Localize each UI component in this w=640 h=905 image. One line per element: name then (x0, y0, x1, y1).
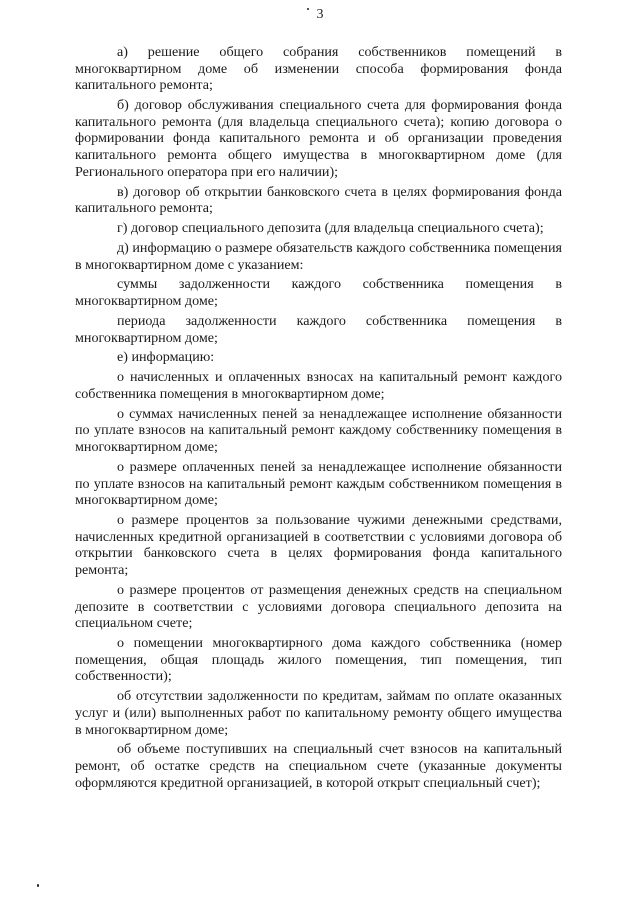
paragraph-e-contributions: о начисленных и оплаченных взносах на капитальный ремонт каждого собственника помещения в многоквартирном доме; (75, 369, 562, 402)
paragraph-g: г) договор специального депозита (для владельца специального счета); (117, 220, 544, 237)
document-body (75, 44, 562, 791)
paragraph-e: е) информацию: (117, 349, 215, 366)
paragraph-e-penalties-paid: о размере оплаченных пеней за ненадлежащее исполнение обязанности по уплате взносов на капитальный ремонт каждым собственником помещения в многоквартирном доме; (75, 458, 562, 509)
paragraph-e-interest-deposit: о размере процентов от размещения денежных средств на специальном депозите в соответствии с условиями договора специального депозита на специальном счете; (75, 581, 562, 632)
paragraph-b: б) договор обслуживания специального счета для формирования фонда капитального ремонта (для владельца специального счета); копию договора о формировании фонда капитального ремонта и об организации проведения капитального ремонта общего имущества в многоквартирном доме (для Регионального оператора при его наличии); (75, 97, 562, 180)
paragraph-d-debt-period: периода задолженности каждого собственника помещения в многоквартирном доме; (75, 312, 562, 346)
paragraph-e-premises: о помещении многоквартирного дома каждого собственника (номер помещения, общая площадь жилого помещения, тип помещения, тип собственности); (75, 635, 562, 685)
paragraph-v: в) договор об открытии банковского счета в целях формирования фонда капитального ремонта; (75, 183, 562, 217)
paragraph-e-interest-bank: о размере процентов за пользование чужими денежными средствами, начисленных кредитной организацией в соответствии с условиями договора об открытии банковского счета в целях формирования фонда капитального ремонта; (75, 512, 562, 579)
paragraph-e-no-debt: об отсутствии задолженности по кредитам, займам по оплате оказанных услуг и (или) выполненных работ по капитальному ремонту общего имущества в многоквартирном доме; (75, 688, 562, 738)
page-number: 3 (316, 7, 324, 22)
paragraph-a: а) решение общего собрания собственников помещений в многоквартирном доме об изменении способа формирования фонда капитального ремонта; (75, 44, 562, 94)
paragraph-d-debt-amount: суммы задолженности каждого собственника помещения в многоквартирном доме; (75, 276, 562, 310)
scan-speck (37, 884, 39, 887)
paragraph-e-penalties-charged: о суммах начисленных пеней за ненадлежащее исполнение обязанности по уплате взносов на капитальный ремонт каждому собственнику помещения в многоквартирном доме; (75, 405, 562, 456)
paragraph-d: д) информацию о размере обязательств каждого собственника помещения в многоквартирном доме с указанием: (75, 239, 562, 273)
paragraph-e-account-balance: об объеме поступивших на специальный счет взносов на капитальный ремонт, об остатке средств на специальном счете (указанные документы оформляются кредитной организацией, в которой открыт специальный счет); (75, 741, 562, 791)
